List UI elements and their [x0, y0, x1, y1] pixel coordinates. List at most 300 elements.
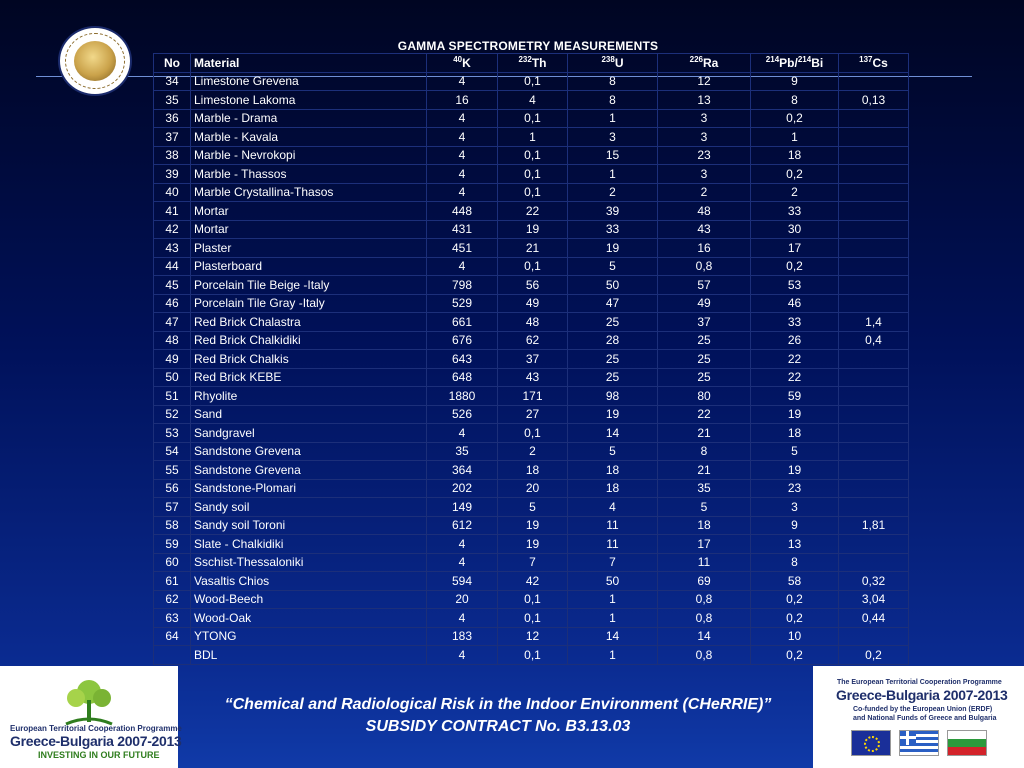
right-logo-line3: Co-funded by the European Union (ERDF) — [853, 706, 993, 713]
cell-ra: 18 — [658, 516, 751, 535]
table-row — [154, 313, 909, 332]
cell-pbbi: 10 — [751, 627, 839, 646]
cell-pbbi: 33 — [751, 313, 839, 332]
cell-cs — [839, 350, 909, 369]
cell-no: 41 — [154, 202, 191, 221]
cell-th: 1 — [498, 128, 568, 147]
cell-no: 64 — [154, 627, 191, 646]
cell-cs — [839, 239, 909, 258]
cell-u: 25 — [568, 350, 658, 369]
cell-ra: 0,8 — [658, 646, 751, 665]
cell-no: 44 — [154, 257, 191, 276]
cell-pbbi: 0,2 — [751, 646, 839, 665]
cell-cs — [839, 109, 909, 128]
cell-k: 35 — [427, 442, 498, 461]
cell-no: 49 — [154, 350, 191, 369]
cell-pbbi: 8 — [751, 553, 839, 572]
cell-pbbi: 46 — [751, 294, 839, 313]
header-k40: $^{40}$K — [427, 54, 498, 73]
cell-no: 59 — [154, 535, 191, 554]
cell-no — [154, 646, 191, 665]
right-logo-line4: and National Funds of Greece and Bulgaria — [853, 715, 997, 722]
cell-cs: 0,13 — [839, 91, 909, 110]
cell-material: Marble - Drama — [191, 109, 427, 128]
cell-material: Marble - Thassos — [191, 165, 427, 184]
header-pb214-bi214: $^{214}$Pb/$^{214}$Bi — [751, 54, 839, 73]
right-logo-line1: The European Territorial Cooperation Programme — [837, 679, 1002, 686]
cell-no: 35 — [154, 91, 191, 110]
table-row — [154, 331, 909, 350]
cell-cs — [839, 461, 909, 480]
cell-k: 798 — [427, 276, 498, 295]
cell-k: 4 — [427, 128, 498, 147]
left-logo-line1: European Territorial Cooperation Programme — [10, 724, 182, 733]
cell-th: 171 — [498, 387, 568, 406]
cell-no: 39 — [154, 165, 191, 184]
cell-ra: 3 — [658, 128, 751, 147]
cell-cs — [839, 294, 909, 313]
cell-material: Marble - Nevrokopi — [191, 146, 427, 165]
cell-th: 19 — [498, 516, 568, 535]
cell-k: 16 — [427, 91, 498, 110]
table-row — [154, 646, 909, 665]
table-row — [154, 146, 909, 165]
cell-ra: 80 — [658, 387, 751, 406]
cell-k: 4 — [427, 609, 498, 628]
cell-no: 63 — [154, 609, 191, 628]
cell-cs — [839, 183, 909, 202]
cell-u: 1 — [568, 609, 658, 628]
cell-no: 53 — [154, 424, 191, 443]
cell-pbbi: 59 — [751, 387, 839, 406]
cell-th: 5 — [498, 498, 568, 517]
cell-th: 37 — [498, 350, 568, 369]
cell-k: 431 — [427, 220, 498, 239]
cell-material: Limestone Grevena — [191, 72, 427, 91]
cell-pbbi: 0,2 — [751, 609, 839, 628]
table-row — [154, 535, 909, 554]
cell-ra: 11 — [658, 553, 751, 572]
cell-th: 22 — [498, 202, 568, 221]
cell-u: 28 — [568, 331, 658, 350]
cell-no: 56 — [154, 479, 191, 498]
cell-u: 5 — [568, 257, 658, 276]
cell-material: YTONG — [191, 627, 427, 646]
cell-no: 37 — [154, 128, 191, 147]
cell-ra: 25 — [658, 368, 751, 387]
cell-ra: 0,8 — [658, 609, 751, 628]
cell-pbbi: 33 — [751, 202, 839, 221]
table-body — [154, 72, 909, 664]
cell-no: 51 — [154, 387, 191, 406]
cell-cs — [839, 72, 909, 91]
cell-ra: 21 — [658, 461, 751, 480]
cell-ra: 13 — [658, 91, 751, 110]
cell-u: 47 — [568, 294, 658, 313]
cell-ra: 25 — [658, 350, 751, 369]
cell-u: 39 — [568, 202, 658, 221]
cell-material: Limestone Lakoma — [191, 91, 427, 110]
cell-k: 451 — [427, 239, 498, 258]
cell-pbbi: 17 — [751, 239, 839, 258]
cell-pbbi: 26 — [751, 331, 839, 350]
table-row — [154, 239, 909, 258]
cell-material: Mortar — [191, 202, 427, 221]
cell-material: Sandgravel — [191, 424, 427, 443]
table-row — [154, 405, 909, 424]
cell-pbbi: 19 — [751, 405, 839, 424]
cell-u: 14 — [568, 424, 658, 443]
cell-k: 4 — [427, 183, 498, 202]
page-title: GAMMA SPECTROMETRY MEASUREMENTS — [397, 39, 659, 53]
cell-cs — [839, 553, 909, 572]
cell-cs — [839, 479, 909, 498]
cell-material: Sandy soil Toroni — [191, 516, 427, 535]
cell-ra: 16 — [658, 239, 751, 258]
cell-no: 61 — [154, 572, 191, 591]
cell-cs — [839, 220, 909, 239]
cell-material: Porcelain Tile Gray -Italy — [191, 294, 427, 313]
cell-k: 4 — [427, 257, 498, 276]
cell-material: BDL — [191, 646, 427, 665]
cell-k: 1880 — [427, 387, 498, 406]
cell-no: 34 — [154, 72, 191, 91]
cell-no: 43 — [154, 239, 191, 258]
cell-u: 8 — [568, 72, 658, 91]
table-row — [154, 424, 909, 443]
cell-u: 1 — [568, 590, 658, 609]
cell-ra: 5 — [658, 498, 751, 517]
cell-th: 42 — [498, 572, 568, 591]
cell-u: 19 — [568, 239, 658, 258]
cell-pbbi: 53 — [751, 276, 839, 295]
cell-u: 50 — [568, 572, 658, 591]
cell-th: 18 — [498, 461, 568, 480]
cell-cs — [839, 202, 909, 221]
cell-k: 643 — [427, 350, 498, 369]
cell-no: 46 — [154, 294, 191, 313]
cell-th: 0,1 — [498, 72, 568, 91]
cell-cs: 3,04 — [839, 590, 909, 609]
cell-no: 45 — [154, 276, 191, 295]
table-row — [154, 183, 909, 202]
cell-cs — [839, 276, 909, 295]
cell-k: 526 — [427, 405, 498, 424]
cell-u: 4 — [568, 498, 658, 517]
cell-u: 33 — [568, 220, 658, 239]
table-row — [154, 590, 909, 609]
cell-k: 529 — [427, 294, 498, 313]
cell-pbbi: 3 — [751, 498, 839, 517]
cell-u: 11 — [568, 535, 658, 554]
cell-material: Red Brick Chalkidiki — [191, 331, 427, 350]
cell-th: 4 — [498, 91, 568, 110]
cell-no: 48 — [154, 331, 191, 350]
cell-k: 4 — [427, 424, 498, 443]
cell-th: 27 — [498, 405, 568, 424]
caption-line2: SUBSIDY CONTRACT No. B3.13.03 — [365, 718, 631, 735]
cell-no: 54 — [154, 442, 191, 461]
cell-pbbi: 22 — [751, 350, 839, 369]
cell-no: 50 — [154, 368, 191, 387]
cell-material: Sandstone Grevena — [191, 442, 427, 461]
table-row — [154, 165, 909, 184]
cell-k: 4 — [427, 646, 498, 665]
cell-th: 0,1 — [498, 146, 568, 165]
cell-u: 1 — [568, 165, 658, 184]
cell-pbbi: 0,2 — [751, 165, 839, 184]
cell-k: 648 — [427, 368, 498, 387]
cell-u: 2 — [568, 183, 658, 202]
cell-material: Rhyolite — [191, 387, 427, 406]
table-row — [154, 257, 909, 276]
table-row — [154, 479, 909, 498]
cell-u: 19 — [568, 405, 658, 424]
cell-material: Marble - Kavala — [191, 128, 427, 147]
cell-th: 0,1 — [498, 590, 568, 609]
bulgaria-flag-icon — [947, 730, 987, 756]
project-caption — [178, 694, 818, 738]
cell-no: 62 — [154, 590, 191, 609]
right-logo-line2: Greece-Bulgaria 2007-2013 — [836, 687, 1008, 703]
cell-th: 0,1 — [498, 257, 568, 276]
cell-ra: 21 — [658, 424, 751, 443]
cell-pbbi: 58 — [751, 572, 839, 591]
cell-k: 364 — [427, 461, 498, 480]
cell-material: Wood-Oak — [191, 609, 427, 628]
cell-k: 202 — [427, 479, 498, 498]
header-ra226: $^{226}$Ra — [658, 54, 751, 73]
table-row — [154, 109, 909, 128]
cell-th: 19 — [498, 535, 568, 554]
cell-cs: 0,44 — [839, 609, 909, 628]
cell-u: 50 — [568, 276, 658, 295]
cell-ra: 57 — [658, 276, 751, 295]
cell-cs — [839, 405, 909, 424]
cell-k: 183 — [427, 627, 498, 646]
cell-u: 98 — [568, 387, 658, 406]
table-row — [154, 128, 909, 147]
cell-cs — [839, 387, 909, 406]
cell-pbbi: 19 — [751, 461, 839, 480]
cell-cs — [839, 535, 909, 554]
table-row — [154, 442, 909, 461]
cell-no: 57 — [154, 498, 191, 517]
cell-ra: 17 — [658, 535, 751, 554]
cell-k: 20 — [427, 590, 498, 609]
footer — [0, 666, 1024, 768]
programme-logo-right — [813, 666, 1024, 768]
cell-th: 0,1 — [498, 646, 568, 665]
cell-u: 11 — [568, 516, 658, 535]
header-u238: $^{238}$U — [568, 54, 658, 73]
cell-u: 1 — [568, 646, 658, 665]
table-row — [154, 553, 909, 572]
cell-cs: 0,4 — [839, 331, 909, 350]
tree-icon — [56, 672, 122, 730]
cell-material: Mortar — [191, 220, 427, 239]
cell-cs: 1,4 — [839, 313, 909, 332]
left-logo-line2: Greece-Bulgaria 2007-2013 — [10, 733, 182, 749]
cell-th: 21 — [498, 239, 568, 258]
cell-cs — [839, 627, 909, 646]
cell-ra: 25 — [658, 331, 751, 350]
cell-u: 14 — [568, 627, 658, 646]
cell-no: 47 — [154, 313, 191, 332]
cell-material: Plaster — [191, 239, 427, 258]
header-material: Material — [191, 54, 427, 73]
cell-ra: 23 — [658, 146, 751, 165]
programme-logo-left — [0, 666, 182, 768]
cell-pbbi: 9 — [751, 516, 839, 535]
cell-k: 448 — [427, 202, 498, 221]
cell-material: Sandstone-Plomari — [191, 479, 427, 498]
cell-k: 661 — [427, 313, 498, 332]
table-row — [154, 572, 909, 591]
cell-u: 8 — [568, 91, 658, 110]
cell-cs: 0,32 — [839, 572, 909, 591]
cell-th: 62 — [498, 331, 568, 350]
table-row — [154, 498, 909, 517]
cell-ra: 35 — [658, 479, 751, 498]
cell-k: 4 — [427, 109, 498, 128]
cell-pbbi: 23 — [751, 479, 839, 498]
cell-u: 25 — [568, 368, 658, 387]
cell-pbbi: 1 — [751, 128, 839, 147]
cell-u: 15 — [568, 146, 658, 165]
cell-cs — [839, 442, 909, 461]
cell-ra: 22 — [658, 405, 751, 424]
table-row — [154, 627, 909, 646]
cell-no: 58 — [154, 516, 191, 535]
cell-th: 0,1 — [498, 609, 568, 628]
cell-k: 4 — [427, 553, 498, 572]
table-row — [154, 202, 909, 221]
cell-material: Red Brick KEBE — [191, 368, 427, 387]
cell-th: 48 — [498, 313, 568, 332]
cell-pbbi: 13 — [751, 535, 839, 554]
cell-cs: 1,81 — [839, 516, 909, 535]
cell-ra: 14 — [658, 627, 751, 646]
cell-th: 19 — [498, 220, 568, 239]
table-row — [154, 72, 909, 91]
cell-th: 12 — [498, 627, 568, 646]
cell-ra: 37 — [658, 313, 751, 332]
cell-material: Sand — [191, 405, 427, 424]
cell-ra: 8 — [658, 442, 751, 461]
cell-k: 676 — [427, 331, 498, 350]
cell-ra: 69 — [658, 572, 751, 591]
cell-pbbi: 22 — [751, 368, 839, 387]
cell-material: Sandy soil — [191, 498, 427, 517]
table-row — [154, 461, 909, 480]
cell-material: Vasaltis Chios — [191, 572, 427, 591]
cell-ra: 3 — [658, 109, 751, 128]
cell-ra: 0,8 — [658, 257, 751, 276]
table-row — [154, 276, 909, 295]
table-header-row — [154, 54, 909, 73]
header-cs137: $^{137}$Cs — [839, 54, 909, 73]
table-row — [154, 220, 909, 239]
cell-u: 18 — [568, 479, 658, 498]
cell-pbbi: 18 — [751, 146, 839, 165]
cell-u: 3 — [568, 128, 658, 147]
cell-material: Sschist-Thessaloniki — [191, 553, 427, 572]
cell-material: Wood-Beech — [191, 590, 427, 609]
caption-line1: “Chemical and Radiological Risk in the Indoor Environment (CHeRRIE)” — [224, 696, 772, 713]
cell-ra: 0,8 — [658, 590, 751, 609]
cell-ra: 3 — [658, 165, 751, 184]
cell-u: 25 — [568, 313, 658, 332]
cell-k: 612 — [427, 516, 498, 535]
table-row — [154, 387, 909, 406]
cell-no: 36 — [154, 109, 191, 128]
cell-ra: 2 — [658, 183, 751, 202]
cell-u: 1 — [568, 109, 658, 128]
cell-th: 49 — [498, 294, 568, 313]
cell-pbbi: 8 — [751, 91, 839, 110]
table-row — [154, 294, 909, 313]
cell-th: 43 — [498, 368, 568, 387]
table-row — [154, 609, 909, 628]
cell-material: Plasterboard — [191, 257, 427, 276]
cell-k: 4 — [427, 165, 498, 184]
cell-pbbi: 0,2 — [751, 109, 839, 128]
university-seal-logo — [58, 26, 132, 96]
cell-no: 38 — [154, 146, 191, 165]
cell-pbbi: 18 — [751, 424, 839, 443]
cell-th: 0,1 — [498, 165, 568, 184]
header-th232: $^{232}$Th — [498, 54, 568, 73]
cell-cs — [839, 498, 909, 517]
cell-no: 60 — [154, 553, 191, 572]
cell-u: 18 — [568, 461, 658, 480]
cell-material: Porcelain Tile Beige -Italy — [191, 276, 427, 295]
cell-pbbi: 0,2 — [751, 590, 839, 609]
cell-u: 7 — [568, 553, 658, 572]
cell-cs — [839, 257, 909, 276]
left-logo-line3: INVESTING IN OUR FUTURE — [38, 750, 160, 760]
cell-k: 594 — [427, 572, 498, 591]
cell-th: 20 — [498, 479, 568, 498]
cell-material: Red Brick Chalkis — [191, 350, 427, 369]
header-no: No — [154, 54, 191, 73]
cell-no: 42 — [154, 220, 191, 239]
cell-cs — [839, 165, 909, 184]
cell-th: 7 — [498, 553, 568, 572]
cell-k: 4 — [427, 72, 498, 91]
table-row — [154, 516, 909, 535]
cell-u: 5 — [568, 442, 658, 461]
cell-cs: 0,2 — [839, 646, 909, 665]
table-row — [154, 91, 909, 110]
cell-th: 0,1 — [498, 424, 568, 443]
cell-pbbi: 0,2 — [751, 257, 839, 276]
cell-pbbi: 9 — [751, 72, 839, 91]
cell-th: 2 — [498, 442, 568, 461]
cell-material: Slate - Chalkidiki — [191, 535, 427, 554]
cell-th: 56 — [498, 276, 568, 295]
table-row — [154, 368, 909, 387]
cell-no: 52 — [154, 405, 191, 424]
cell-pbbi: 2 — [751, 183, 839, 202]
cell-th: 0,1 — [498, 183, 568, 202]
eu-flag-icon — [851, 730, 891, 756]
cell-pbbi: 5 — [751, 442, 839, 461]
cell-ra: 43 — [658, 220, 751, 239]
cell-material: Red Brick Chalastra — [191, 313, 427, 332]
cell-cs — [839, 146, 909, 165]
